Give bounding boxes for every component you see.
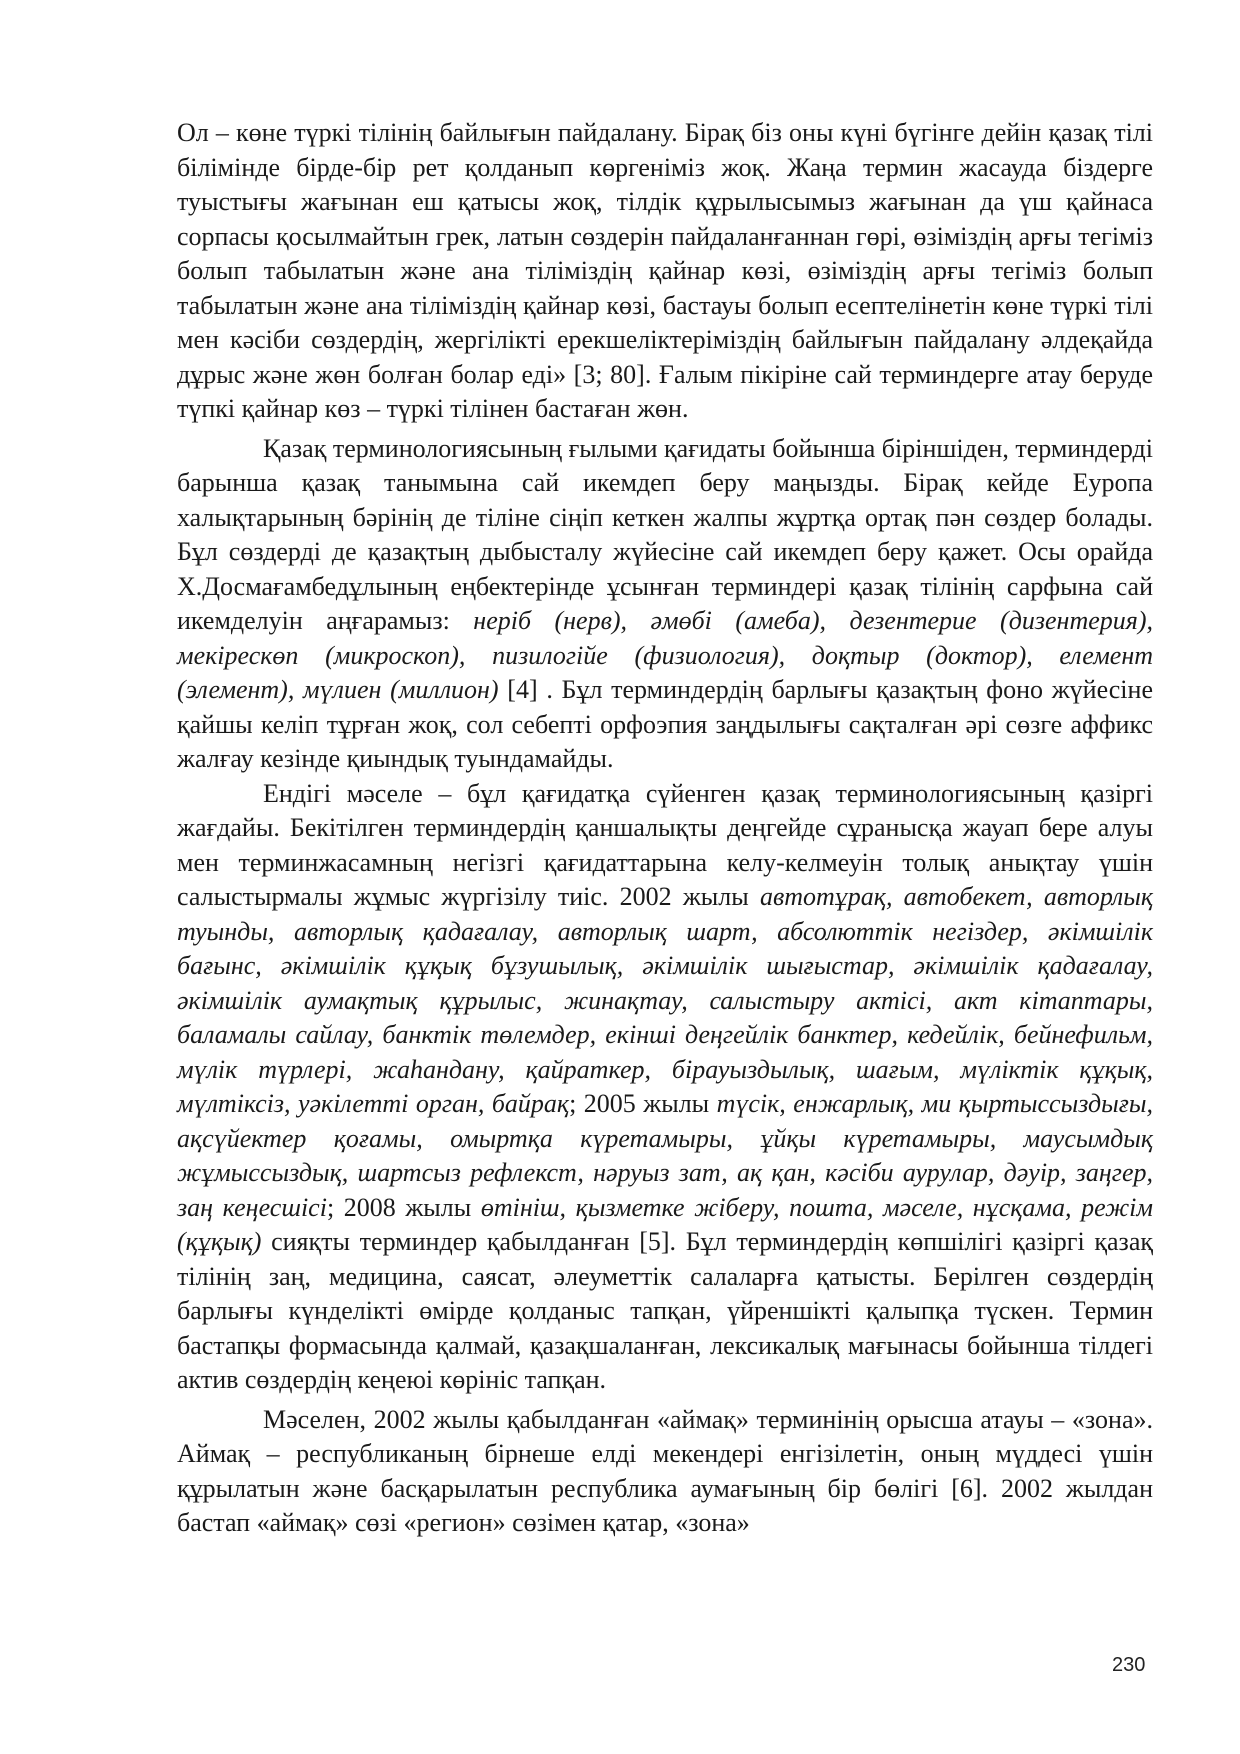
paragraph-3-italic-terms-2005: түсік, енжарлық, ми қыртыссыздығы, ақсүйектер қоғамы, омыртқа күретамыры, ұйқы күретамыры, маусымдық жұмыссыздық, шартсыз рефлекст, нәруыз зат, ақ қан, кәсіби аурулар, дәуір, заңгер, заң кеңесшісі [177, 1089, 1154, 1222]
paragraph-3-text-a: Ендігі мәселе – бұл қағидатқа сүйенген қазақ терминологиясының қазіргі жағдайы. Бекітілген терминдердің қаншалықты деңгейде сұранысқа жауап бере алуы мен терминжасамның негізгі қағидаттарына келу-келмеуін толық анықтау үшін салыстырмалы жұмыс жүргізілу тиіс. 2002 жылы [177, 778, 1153, 911]
paragraph-2 [177, 432, 1153, 777]
paragraph-2-text-b: [4] . Бұл терминдердің барлығы қазақтың фоно жүйесіне қайшы келіп тұрған жоқ, сол себепті орфоэпия заңдылығы сақталған әрі сөзге аффикс жалғау кезінде қиындық туындамайды. [177, 675, 1153, 773]
paragraph-3-text-d: сияқты терминдер қабылданған [5]. Бұл терминдердің көпшілігі қазіргі қазақ тілінің заң, медицина, саясат, әлеуметтік салаларға қатысты. Берілген сөздердің барлығы күнделікті өмірде қолданыс тапқан, үйреншікті қалыпқа түскен. Термин бастапқы формасында қалмай, қазақшаланған, лексикалық мағынасы бойынша тілдегі актив сөздердің кеңеюі көрініс тапқан. [177, 1227, 1153, 1394]
paragraph-4 [177, 1403, 1153, 1541]
paragraph-3-italic-terms-2002: автотұрақ, автобекет, авторлық туынды, авторлық қадағалау, авторлық шарт, абсолюттік негіздер, әкімшілік бағынс, әкімшілік құқық бұзушылық, әкімшілік шығыстар, әкімшілік қадағалау, әкімшілік аумақтық құрылыс, жинақтау, салыстыру актісі, акт кітаптары, баламалы сайлау, банктік төлемдер, екінші деңгейлік банктер, кедейлік, бейнефильм, мүлік түрлері, жаһандану, қайраткер, бірауыздылық, шағым, мүліктік құқық, мүлтіксіз, уәкілетті орган, байрақ [177, 882, 1153, 1118]
paragraph-3 [177, 777, 1153, 1398]
document-body [177, 116, 1153, 1541]
paragraph-2-text-a: Қазақ терминологиясының ғылыми қағидаты бойынша біріншіден, терминдерді барынша қазақ танымына сай икемдеп беру маңызды. Бірақ кейде Еуропа халықтарының бәрінің де тіліне сіңіп кеткен жалпы жұртқа ортақ пән сөздер болады. Бұл сөздерді де қазақтың дыбысталу жүйесіне сай икемдеп беру қажет. Осы орайда Х.Досмағамбедұлының еңбектерінде ұсынған терминдері қазақ тілінің сарфына сай икемделуін аңғарамыз: [177, 433, 1153, 635]
paragraph-3-italic-terms-2008: өтініш, қызметке жіберу, пошта, мәселе, нұсқама, режім (құқық) [177, 1192, 1153, 1256]
paragraph-3-text-b: ; 2005 жылы [569, 1089, 717, 1118]
paragraph-1-text: Ол – көне түркі тілінің байлығын пайдалану. Бірақ біз оны күні бүгінге дейін қазақ тілі білімінде бірде-бір рет қолданып көргеніміз жоқ. Жаңа термин жасауда біздерге туыстығы жағынан еш қатысы жоқ, тілдік құрылысымыз жағынан да үш қайнаса сорпасы қосылмайтын грек, латын сөздерін пайдаланғаннан гөрі, өзіміздің арғы тегіміз болып табылатын және ана тіліміздің қайнар көзі, өзіміздің арғы тегіміз болып табылатын және ана тіліміздің қайнар көзі, бастауы болып есептелінетін көне түркі тілі мен кәсіби сөздердің, жергілікті ерекшеліктеріміздің байлығын пайдалану әлдеқайда дұрыс және жөн болған болар еді» [3; 80]. Ғалым пікіріне сай терминдерге атау беруде түпкі қайнар көз – түркі тілінен бастаған жөн. [177, 118, 1153, 423]
paragraph-4-text: Мәселен, 2002 жылы қабылданған «аймақ» терминінің орысша атауы – «зона». Аймақ – республиканың бірнеше елді мекендері енгізілетін, оның мүддесі үшін құрылатын және басқарылатын республика аумағының бір бөлігі [6]. 2002 жылдан бастап «аймақ» сөзі «регион» сөзімен қатар, «зона» [177, 1404, 1153, 1537]
paragraph-3-text-c: ; 2008 жылы [326, 1192, 481, 1222]
paragraph-1 [177, 116, 1153, 427]
page-number: 230 [1112, 1654, 1146, 1676]
paragraph-2-italic-terms: неріб (нерв), әмөбі (амеба), дезентерие (дизентерия), мекірескөп (микроскоп), пизилогійе (физиология), доқтыр (доктор), елемент (элемент), мүлиен (миллион) [177, 606, 1154, 704]
